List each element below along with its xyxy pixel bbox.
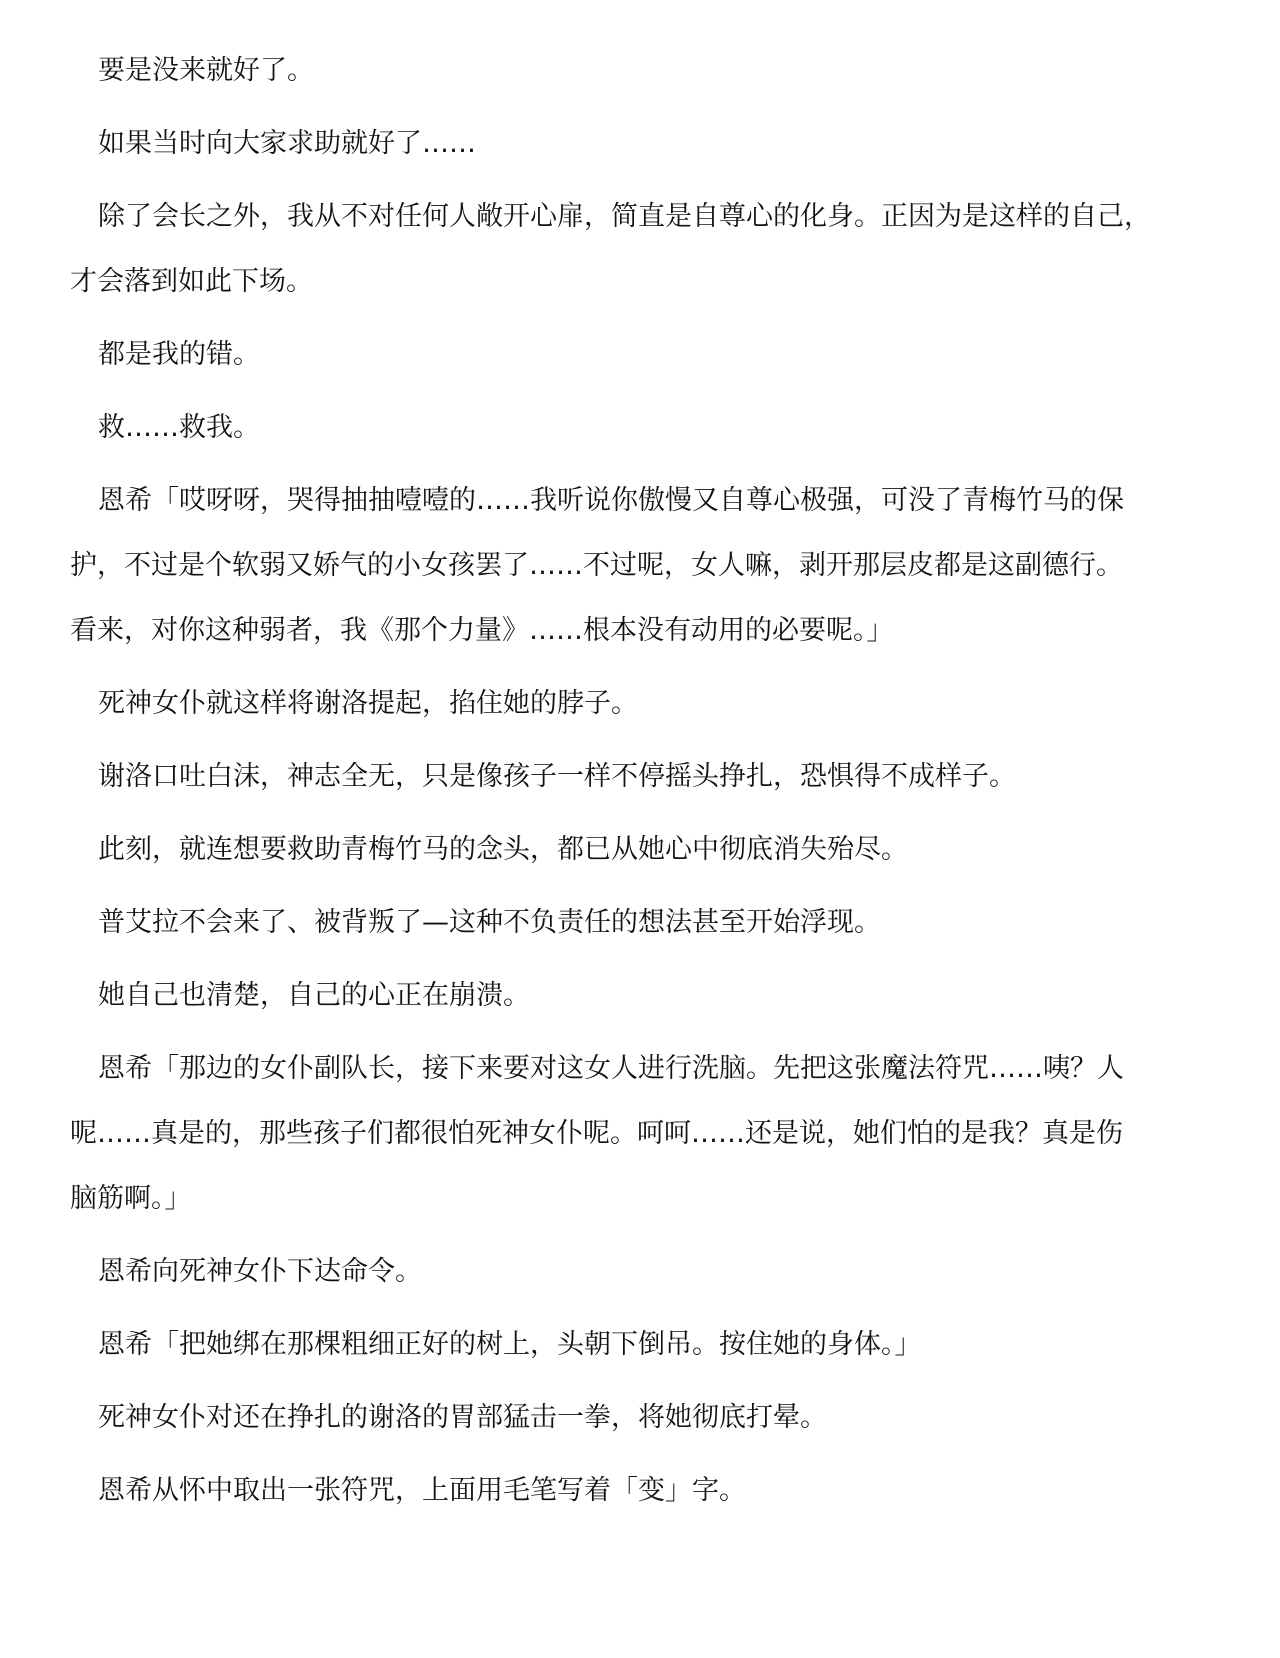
paragraph (70, 1320, 1180, 1385)
text-line: 都是我的错。 (98, 339, 260, 370)
text-line: 除了会长之外，我从不对任何人敞开心扉，简直是自尊心的化身。正因为是这样的自己， (98, 201, 1151, 232)
text-line: 看来，对你这种弱者，我《那个力量》……根本没有动用的必要呢。」 (70, 615, 894, 646)
text-line: 此刻，就连想要救助青梅竹马的念头，都已从她心中彻底消失殆尽。 (98, 834, 908, 865)
paragraph (70, 1466, 1180, 1531)
paragraph (70, 1044, 1180, 1239)
paragraph (70, 330, 1180, 395)
text-line: 恩希「那边的女仆副队长，接下来要对这女人进行洗脑。先把这张魔法符咒……咦？人 (98, 1053, 1124, 1084)
paragraph (70, 1393, 1180, 1458)
text-line: 护，不过是个软弱又娇气的小女孩罢了……不过呢，女人嘛，剥开那层皮都是这副德行。 (70, 550, 1123, 581)
paragraph (70, 898, 1180, 963)
paragraph (70, 119, 1180, 184)
paragraph (70, 476, 1180, 671)
text-line: 恩希「把她绑在那棵粗细正好的树上，头朝下倒吊。按住她的身体。」 (98, 1329, 922, 1360)
document-page (70, 46, 1180, 1539)
paragraph (70, 403, 1180, 468)
paragraph (70, 752, 1180, 817)
text-line: 谢洛口吐白沫，神志全无，只是像孩子一样不停摇头挣扎，恐惧得不成样子。 (98, 761, 1016, 792)
text-line: 恩希从怀中取出一张符咒，上面用毛笔写着「变」字。 (98, 1475, 746, 1506)
text-line: 死神女仆对还在挣扎的谢洛的胃部猛击一拳，将她彻底打晕。 (98, 1402, 827, 1433)
paragraph (70, 192, 1180, 322)
paragraph (70, 46, 1180, 111)
paragraph (70, 971, 1180, 1036)
text-line: 要是没来就好了。 (98, 55, 314, 86)
text-line: 恩希「哎呀呀，哭得抽抽噎噎的……我听说你傲慢又自尊心极强，可没了青梅竹马的保 (98, 485, 1124, 516)
paragraph (70, 679, 1180, 744)
text-line: 死神女仆就这样将谢洛提起，掐住她的脖子。 (98, 688, 638, 719)
text-line: 脑筋啊。」 (70, 1183, 192, 1214)
text-line: 恩希向死神女仆下达命令。 (98, 1256, 422, 1287)
text-line: 呢……真是的，那些孩子们都很怕死神女仆呢。呵呵……还是说，她们怕的是我？真是伤 (70, 1118, 1123, 1149)
text-line: 如果当时向大家求助就好了…… (98, 128, 476, 159)
text-line: 她自己也清楚，自己的心正在崩溃。 (98, 980, 530, 1011)
text-line: 普艾拉不会来了、被背叛了—这种不负责任的想法甚至开始浮现。 (98, 907, 881, 938)
text-line: 救……救我。 (98, 412, 260, 443)
paragraph (70, 825, 1180, 890)
paragraph (70, 1247, 1180, 1312)
text-line: 才会落到如此下场。 (70, 266, 313, 297)
